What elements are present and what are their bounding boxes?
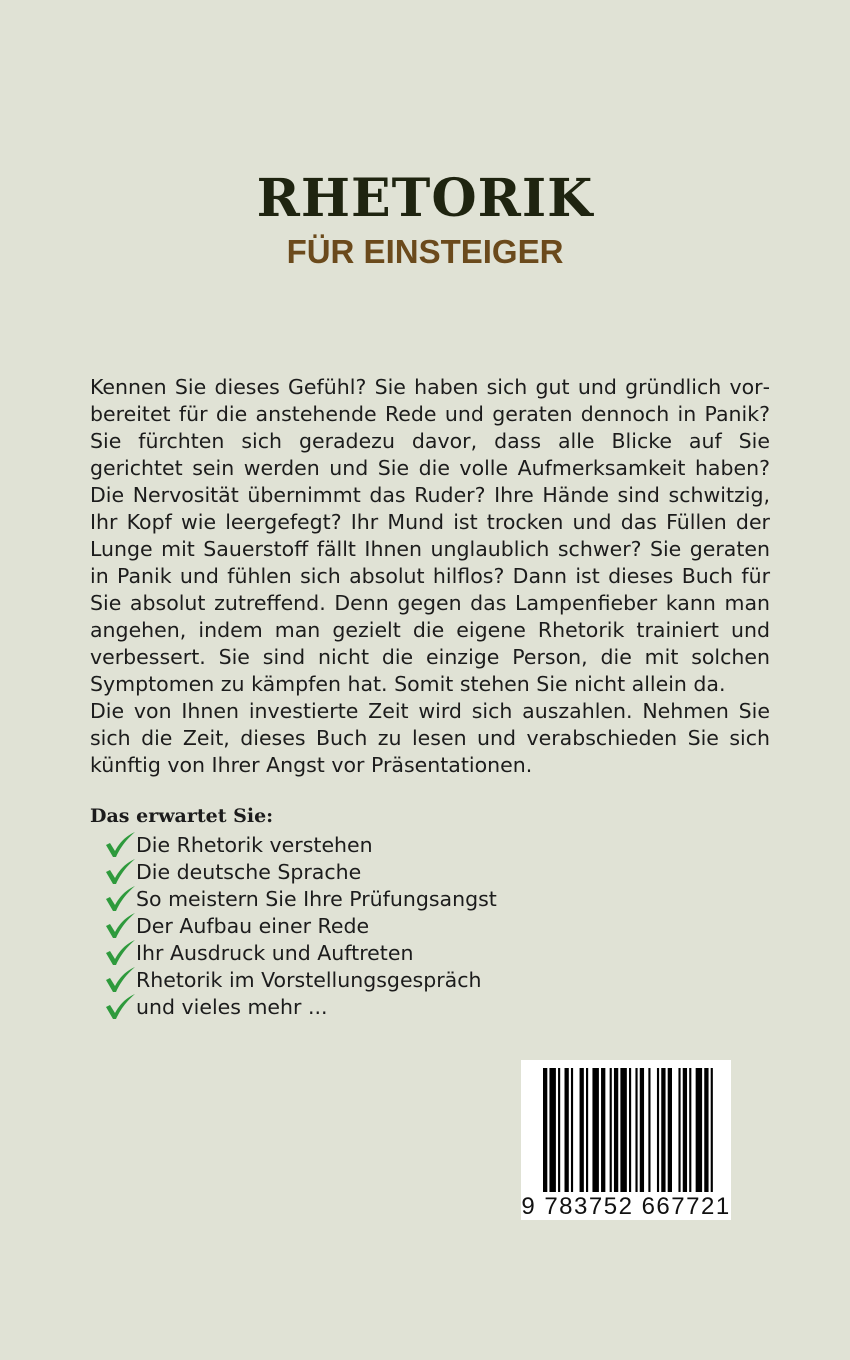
barcode: [521, 1060, 731, 1220]
feature-item: [104, 939, 497, 966]
barcode-bar: [640, 1068, 644, 1192]
barcode-bar: [571, 1068, 573, 1192]
barcode-bar: [648, 1068, 650, 1192]
checkmark-icon: [104, 939, 136, 966]
barcode-bar: [586, 1068, 588, 1192]
features-heading: Das erwartet Sie:: [90, 805, 274, 827]
feature-item-label: Die deutsche Sprache: [136, 859, 362, 884]
barcode-bar: [704, 1068, 708, 1192]
barcode-bar: [689, 1068, 691, 1192]
barcode-bar: [580, 1068, 584, 1192]
feature-item-label: Ihr Ausdruck und Auftreten: [136, 940, 414, 965]
feature-item-label: Die Rhetorik verstehen: [136, 832, 373, 857]
barcode-bar: [629, 1068, 631, 1192]
blurb-paragraph-2: Die von Ihnen investierte Zeit wird sich auszahlen. Nehmen Sie sich die Zeit, dieses Buch zu lesen und verabschieden Sie sich künftig von Ihrer Angst vor Präsentationen.: [90, 699, 770, 777]
book-title: RHETORIK: [256, 168, 594, 229]
checkmark-icon: [104, 993, 136, 1020]
checkmark-icon: [104, 885, 136, 912]
checkmark-icon: [104, 912, 136, 939]
barcode-bar: [592, 1068, 598, 1192]
feature-item-label: Rhetorik im Vorstellungsgespräch: [136, 967, 482, 992]
barcode-bar: [635, 1068, 637, 1192]
checkmark-icon: [104, 858, 136, 885]
barcode-bar: [601, 1068, 605, 1192]
isbn-number: 9 783752 667721: [521, 1193, 731, 1220]
barcode-bar: [614, 1068, 618, 1192]
features-list: [104, 831, 497, 1020]
feature-item: [104, 966, 497, 993]
barcode-bar: [620, 1068, 626, 1192]
barcode-bar: [543, 1068, 547, 1192]
barcode-bar: [696, 1068, 702, 1192]
barcode-bar: [558, 1068, 560, 1192]
blurb-paragraph-1: Kennen Sie dieses Gefühl? Sie haben sich gut und gründlich vorbereitet für die anstehende Rede und geraten dennoch in Panik? Sie fürchten sich geradezu davor, dass alle Blicke auf Sie gerichtet sein werden und Sie die volle Aufmerksamkeit haben? Die Nervosität übernimmt das Ruder? Ihre Hände sind schwitzig, Ihr Kopf wie leergefegt? Ihr Mund ist trocken und das Füllen der Lunge mit Sauerstoff fällt Ihnen unglaublich schwer? Sie geraten in Panik und fühlen sich absolut hilflos? Dann ist dieses Buch für Sie absolut zutreffend. Denn gegen das Lampenfieber kann man angehen, indem man gezielt die eigene Rhetorik trainiert und verbessert. Sie sind nicht die einzige Person, die mit solchen Symptomen zu kämpfen hat. Somit stehen Sie nicht allein da.: [90, 375, 770, 696]
barcode-bar: [711, 1068, 713, 1192]
barcode-bar: [668, 1068, 672, 1192]
barcode-bar: [678, 1068, 680, 1192]
feature-item-label: Der Aufbau einer Rede: [136, 913, 370, 938]
feature-item: [104, 858, 497, 885]
feature-item: [104, 993, 497, 1020]
feature-item: [104, 885, 497, 912]
barcode-bar: [657, 1068, 659, 1192]
feature-item: [104, 831, 497, 858]
barcode-bar: [683, 1068, 687, 1192]
blurb-text: [90, 374, 770, 779]
feature-item-label: So meistern Sie Ihre Prüfungsangst: [136, 886, 497, 911]
book-subtitle: FÜR EINSTEIGER: [286, 233, 564, 270]
barcode-bar: [610, 1068, 612, 1192]
barcode-bar: [661, 1068, 665, 1192]
checkmark-icon: [104, 831, 136, 858]
barcode-bar: [565, 1068, 569, 1192]
feature-item: [104, 912, 497, 939]
checkmark-icon: [104, 966, 136, 993]
barcode-bars: [521, 1060, 731, 1195]
feature-item-label: und vieles mehr ...: [136, 994, 328, 1019]
barcode-bar: [549, 1068, 555, 1192]
